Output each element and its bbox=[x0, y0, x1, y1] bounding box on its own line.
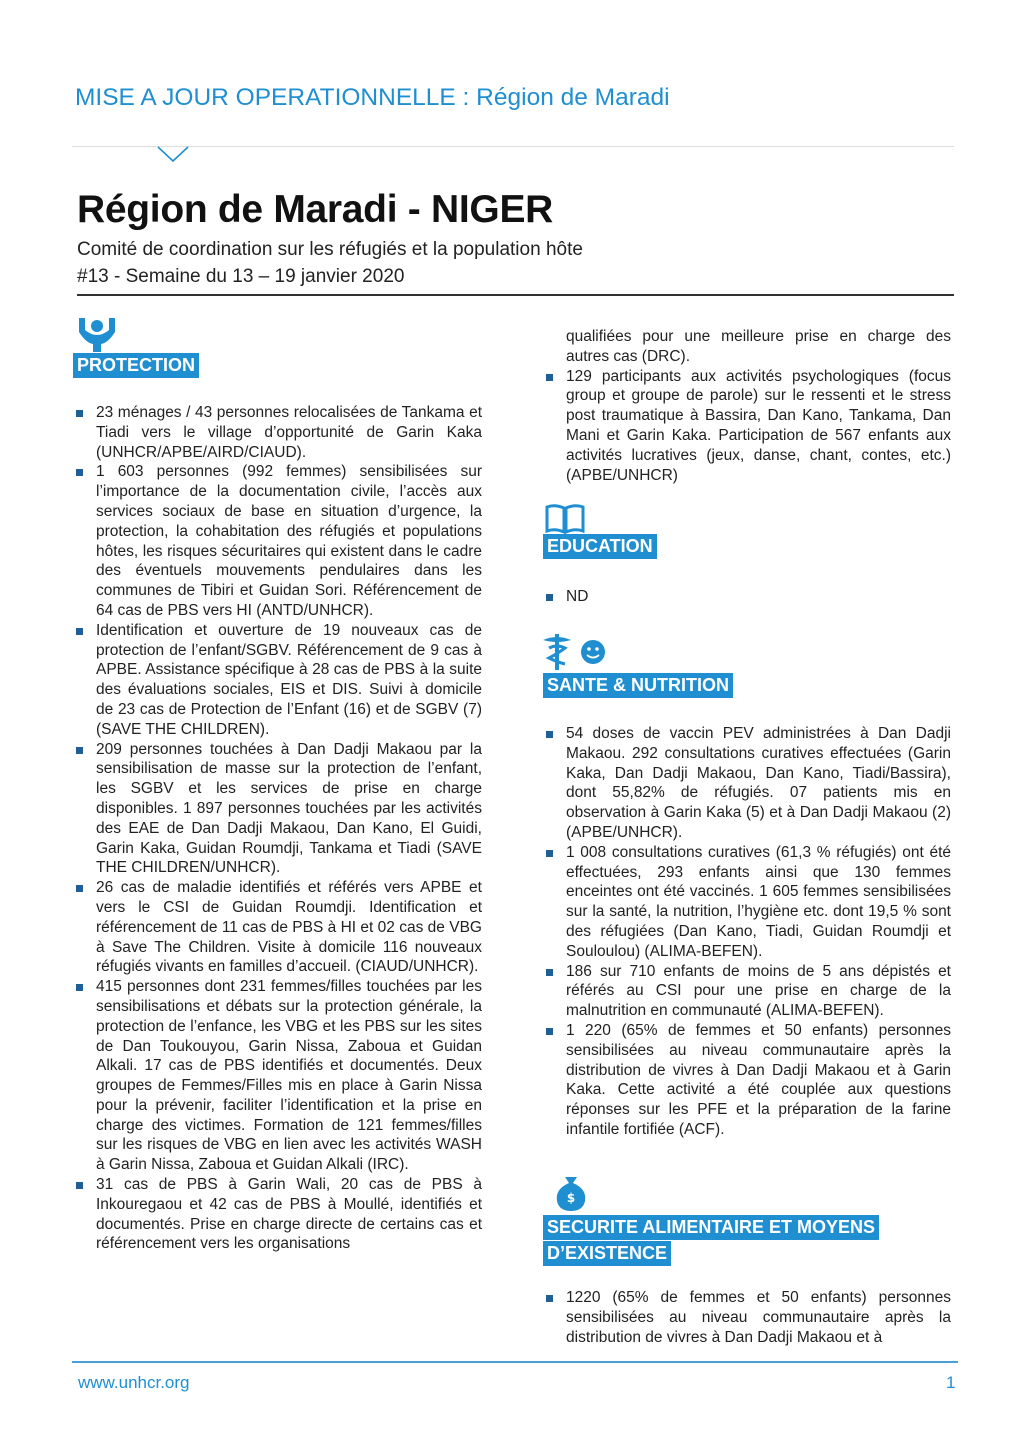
list-item: 129 participants aux activités psychologiques (focus group et groupe de parole) sur le ressenti et le stress post traumatique à Bassira, Dan Kano, Tankama, Dan Mani et Garin Kaka. Participation de 567 enfants aux activités lucratives (jeux, danse, chant, contes, etc.) (APBE/UNHCR) bbox=[546, 367, 951, 486]
protection-list-left bbox=[76, 403, 482, 1254]
list-item: ND bbox=[546, 587, 951, 607]
list-item-continuation: qualifiées pour une meilleure prise en charge des autres cas (DRC). bbox=[566, 328, 951, 365]
protection-heading: PROTECTION bbox=[73, 353, 199, 378]
list-item: 54 doses de vaccin PEV administrées à Dan Dadji Makaou. 292 consultations curatives effectuées (Garin Kaka, Dan Dadji Makaou, Dan Kano, Tiadi/Bassira), dont 55,82% de réfugiés. 07 patients mis en observation à Garin Kaka (5) et à Dan Dadji Makaou (2) (APBE/UNHCR). bbox=[546, 724, 951, 843]
chevron-down-icon bbox=[157, 146, 189, 164]
list-item: 23 ménages / 43 personnes relocalisées de Tankama et Tiadi vers le village d’opportunité de Garin Kaka (UNHCR/APBE/AIRD/CIAUD). bbox=[76, 403, 482, 462]
list-item: 31 cas de PBS à Garin Wali, 20 cas de PBS à Inkouregaou et 42 cas de PBS à Moullé, identifiés et documentés. Prise en charge directe de certains cas et référencement vers les organisations bbox=[76, 1175, 482, 1254]
footer-url-link[interactable]: www.unhcr.org bbox=[78, 1373, 190, 1392]
page-number: 1 bbox=[946, 1373, 956, 1392]
protection-icon bbox=[76, 316, 118, 352]
securite-list bbox=[546, 1288, 951, 1347]
food-security-icon bbox=[551, 1175, 591, 1213]
list-item: 415 personnes dont 231 femmes/filles touchées par les sensibilisations et débats sur la protection générale, la protection de l’enfance, les VBG et les PBS sur les sites de Dan Toukouyou, Garin Nissa, Zaboua et Guidan Alkali. 17 cas de PBS identifiés et documentés. Deux groupes de Femmes/Filles mis en place à Garin Nissa pour la prévenir, faciliter l’identification et la prise en charge des victimes. Formation de 121 femmes/filles sur les risques de VBG en lien avec les activités WASH à Garin Nissa, Zaboua et Guidan Alkali (IRC). bbox=[76, 977, 482, 1175]
education-heading: EDUCATION bbox=[543, 534, 657, 559]
banner-title: MISE A JOUR OPERATIONNELLE : Région de Maradi bbox=[75, 84, 670, 111]
list-item: 186 sur 710 enfants de moins de 5 ans dépistés et référés au CSI pour une prise en charge de la malnutrition en communauté (ALIMA-BEFEN). bbox=[546, 962, 951, 1021]
book-icon bbox=[545, 504, 585, 534]
banner-divider bbox=[72, 146, 954, 147]
sante-list bbox=[546, 724, 951, 1140]
list-item: 209 personnes touchées à Dan Dadji Makaou par la sensibilisation de masse sur la protection de l’enfant, les SGBV et les services de prise en charge disponibles. 1 897 personnes touchées par les activités des EAE de Dan Dadji Makaou, Dan Kano, El Guidi, Garin Kaka, Guidan Roumdji, Tankama et Tiadi (SAVE THE CHILDREN/UNHCR). bbox=[76, 740, 482, 879]
securite-heading-line2: D’EXISTENCE bbox=[543, 1241, 671, 1266]
list-item: 1 008 consultations curatives (61,3 % réfugiés) ont été effectuées, 293 enfants ainsi que 130 femmes enceintes ont été vaccinés. 1 605 femmes sensibilisées sur la santé, la nutrition, l’hygiène etc. dont 19,5 % sont des réfugiées (Dan Kano, Tiadi, Guidan Roumdji et Souloulou) (ALIMA-BEFEN). bbox=[546, 843, 951, 962]
list-item: 26 cas de maladie identifiés et référés vers APBE et vers le CSI de Guidan Roumdji. Identification et référencement de 11 cas de PBS à HI et 02 cas de VBG à Save The Children. Visite à domicile 116 nouveaux réfugiés vivants en familles d’accueil. (CIAUD/UNHCR). bbox=[76, 878, 482, 977]
page-subtitle: Comité de coordination sur les réfugiés et la population hôte bbox=[77, 239, 583, 260]
page-title: Région de Maradi - NIGER bbox=[77, 188, 554, 231]
list-item: 1 603 personnes (992 femmes) sensibilisées sur l’importance de la documentation civile, l’accès aux services sociaux de base en situation d’urgence, la protection, la cohabitation des réfugiés et populations hôtes, les risques sécuritaires qui existent dans le cadre des éventuels mouvements pendulaires dans les communes de Tibiri et Guidan Sori. Référencement de 64 cas de PBS vers HI (ANTD/UNHCR). bbox=[76, 462, 482, 620]
title-divider bbox=[77, 294, 954, 296]
protection-list-right bbox=[546, 327, 951, 485]
footer-divider bbox=[72, 1361, 958, 1363]
health-nutrition-icon bbox=[541, 632, 611, 672]
list-item: 1220 (65% de femmes et 50 enfants) personnes sensibilisées au niveau communautaire après la distribution de vivres à Dan Dadji Makaou et à bbox=[546, 1288, 951, 1347]
svg-text:$: $ bbox=[566, 1191, 576, 1205]
list-item: Identification et ouverture de 19 nouveaux cas de protection de l’enfant/SGBV. Référencement de 9 cas à APBE. Assistance spécifique à 28 cas de PBS à la suite des évaluations sociales, EIS et DIS. Suivi à domicile de 23 cas de Protection de l’Enfant (16) et de SGBV (7) (SAVE THE CHILDREN). bbox=[76, 621, 482, 740]
securite-heading-line1: SECURITE ALIMENTAIRE ET MOYENS bbox=[543, 1215, 879, 1240]
week-label: #13 - Semaine du 13 – 19 janvier 2020 bbox=[77, 266, 405, 287]
list-item: 1 220 (65% de femmes et 50 enfants) personnes sensibilisées au niveau communautaire après la distribution de vivres à Dan Dadji Makaou et à Garin Kaka. Cette activité a été couplée aux questions réponses sur les PFE et la préparation de la farine infantile fortifiée (ACF). bbox=[546, 1021, 951, 1140]
sante-heading: SANTE & NUTRITION bbox=[543, 673, 733, 698]
education-list bbox=[546, 587, 951, 607]
